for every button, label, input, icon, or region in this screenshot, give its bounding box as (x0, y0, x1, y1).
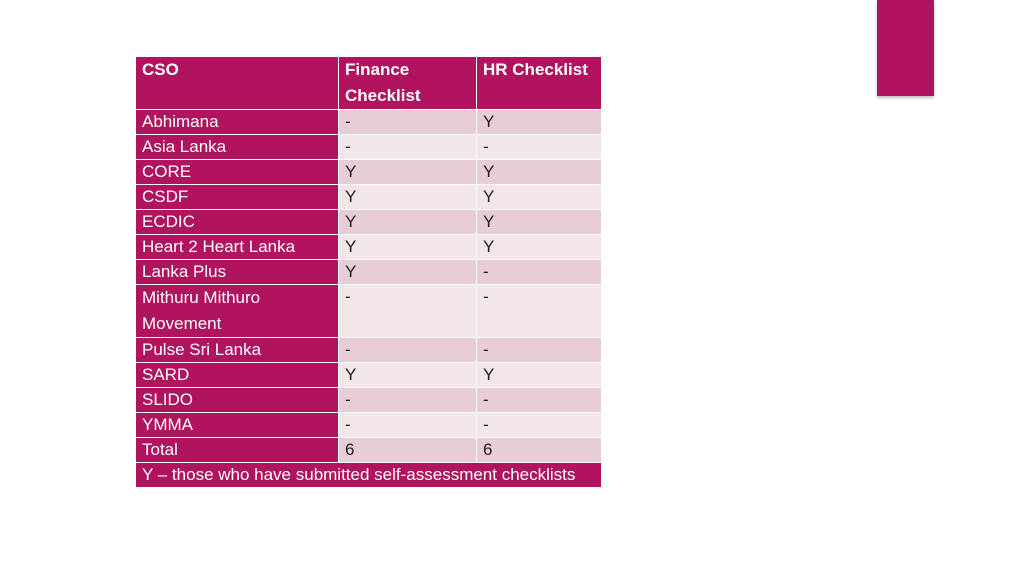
table-row (136, 185, 602, 210)
cso-name: ECDIC (136, 210, 339, 235)
cso-name: CSDF (136, 185, 339, 210)
table-row (136, 260, 602, 285)
hr-value: - (477, 285, 602, 338)
table-row (136, 135, 602, 160)
finance-value: Y (339, 363, 477, 388)
total-label: Total (136, 438, 339, 463)
cso-name: SLIDO (136, 388, 339, 413)
cso-name: Mithuru Mithuro Movement (136, 285, 339, 338)
hr-value: Y (477, 185, 602, 210)
hr-value: Y (477, 363, 602, 388)
hr-value: - (477, 260, 602, 285)
finance-value: - (339, 285, 477, 338)
table-row (136, 110, 602, 135)
finance-value: - (339, 413, 477, 438)
finance-value: Y (339, 260, 477, 285)
finance-total: 6 (339, 438, 477, 463)
table-row (136, 285, 602, 338)
cso-name: YMMA (136, 413, 339, 438)
finance-value: Y (339, 185, 477, 210)
table-row-total (136, 438, 602, 463)
accent-tab (877, 0, 934, 96)
hr-value: - (477, 135, 602, 160)
finance-value: - (339, 388, 477, 413)
hr-value: - (477, 338, 602, 363)
table-row (136, 160, 602, 185)
finance-value: - (339, 110, 477, 135)
hr-total: 6 (477, 438, 602, 463)
table-row (136, 338, 602, 363)
cso-name: Asia Lanka (136, 135, 339, 160)
table-row (136, 363, 602, 388)
cso-name: SARD (136, 363, 339, 388)
table-row (136, 388, 602, 413)
hr-value: Y (477, 110, 602, 135)
cso-name: Pulse Sri Lanka (136, 338, 339, 363)
cso-name: Abhimana (136, 110, 339, 135)
table-header-row (136, 57, 602, 110)
table-row (136, 413, 602, 438)
footnote-row (136, 463, 602, 488)
header-hr-checklist: HR Checklist (477, 57, 602, 110)
hr-value: - (477, 413, 602, 438)
cso-checklist-table (135, 56, 602, 488)
finance-value: - (339, 338, 477, 363)
cso-name: Heart 2 Heart Lanka (136, 235, 339, 260)
cso-name: CORE (136, 160, 339, 185)
hr-value: Y (477, 160, 602, 185)
cso-name: Lanka Plus (136, 260, 339, 285)
finance-value: Y (339, 210, 477, 235)
finance-value: Y (339, 235, 477, 260)
hr-value: Y (477, 210, 602, 235)
footnote: Y – those who have submitted self-assessment checklists (136, 463, 602, 488)
header-finance-checklist: Finance Checklist (339, 57, 477, 110)
hr-value: - (477, 388, 602, 413)
finance-value: Y (339, 160, 477, 185)
finance-value: - (339, 135, 477, 160)
header-cso: CSO (136, 57, 339, 110)
table-row (136, 210, 602, 235)
hr-value: Y (477, 235, 602, 260)
table-row (136, 235, 602, 260)
